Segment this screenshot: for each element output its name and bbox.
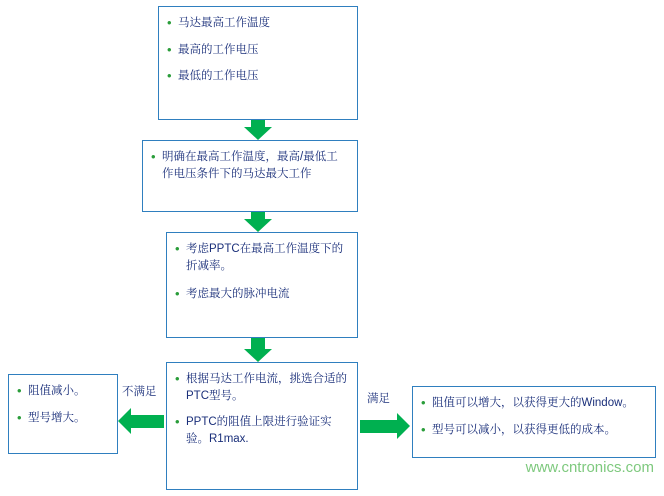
edge-label-pass: 满足 bbox=[367, 393, 390, 405]
bullet-item: • PPTC的阻值上限进行验证实验。R1max. bbox=[175, 414, 347, 447]
bullet-item: • 考虑最大的脉冲电流 bbox=[175, 286, 347, 303]
edge-label-fail: 不满足 bbox=[122, 386, 157, 398]
flow-node-inputs bbox=[158, 6, 358, 120]
flow-node-define bbox=[142, 140, 358, 212]
bullet-item: • 阻值可以增大，以获得更大的Window。 bbox=[421, 395, 645, 412]
arrow-derate-to-select bbox=[251, 338, 265, 349]
flow-node-derate bbox=[166, 232, 358, 338]
bullet-item: • 考虑PPTC在最高工作温度下的折减率。 bbox=[175, 241, 347, 274]
bullet-item: • 型号可以减小，以获得更低的成本。 bbox=[421, 422, 645, 439]
arrow-select-to-pass bbox=[360, 420, 397, 433]
flow-node-fail bbox=[8, 374, 118, 454]
arrow-inputs-to-define bbox=[251, 120, 265, 127]
watermark: www.cntronics.com bbox=[525, 459, 654, 476]
bullet-item: • 型号增大。 bbox=[17, 410, 107, 427]
bullet-item: • 阻值减小。 bbox=[17, 383, 107, 400]
arrow-define-to-derate bbox=[251, 212, 265, 219]
bullet-item: • 最低的工作电压 bbox=[167, 68, 347, 85]
bullet-item: • 明确在最高工作温度，最高/最低工作电压条件下的马达最大工作 bbox=[151, 149, 347, 182]
arrow-select-to-fail bbox=[131, 415, 164, 428]
bullet-item: • 最高的工作电压 bbox=[167, 42, 347, 59]
flow-node-select bbox=[166, 362, 358, 490]
bullet-item: • 马达最高工作温度 bbox=[167, 15, 347, 32]
bullet-item: • 根据马达工作电流，挑选合适的PTC型号。 bbox=[175, 371, 347, 404]
flow-node-pass bbox=[412, 386, 656, 458]
